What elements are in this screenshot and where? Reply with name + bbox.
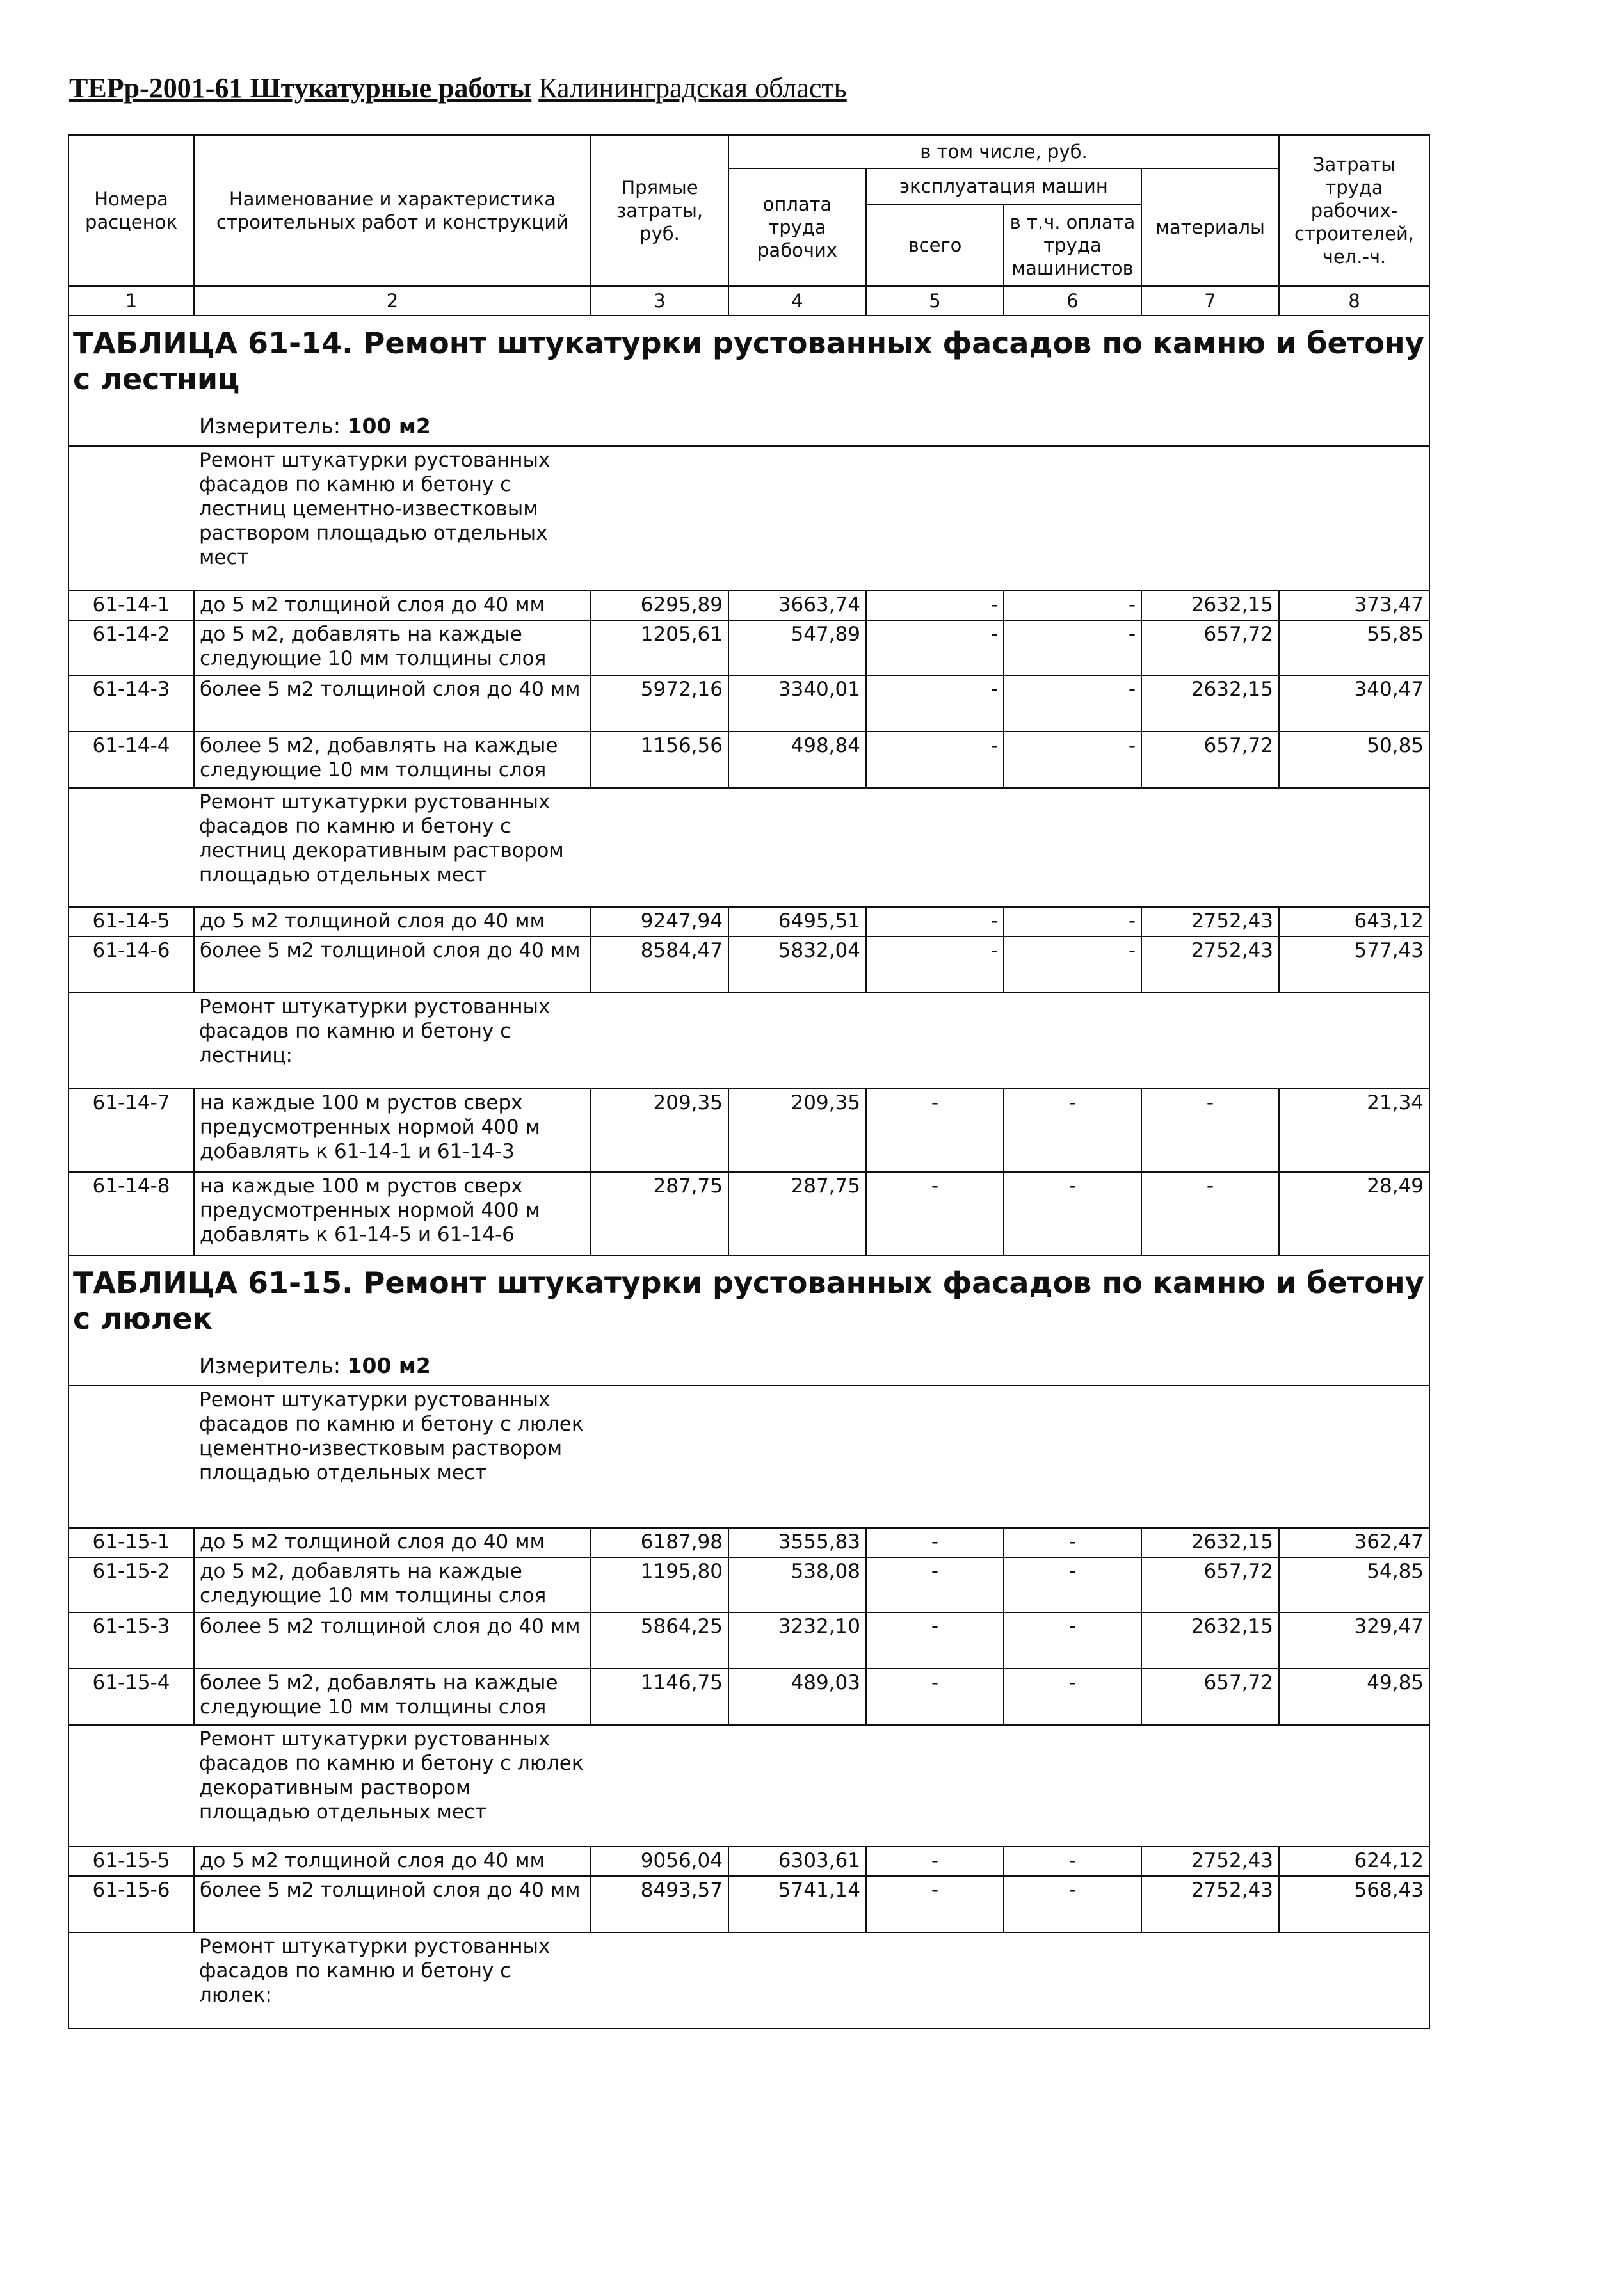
group-heading: Ремонт штукатурки рустованных фасадов по камню и бетону с лестниц: <box>194 993 591 1089</box>
group-heading: Ремонт штукатурки рустованных фасадов по камню и бетону с люлек: <box>194 1932 591 2028</box>
header-num-6: 6 <box>1004 286 1141 316</box>
table-row: 61-15-3 более 5 м2 толщиной слоя до 40 мм 5864,25 3232,10 - - 2632,15 329,47 <box>68 1612 1429 1669</box>
document-title <box>69 72 847 104</box>
header-num-3: 3 <box>591 286 728 316</box>
header-incl: в том числе, руб. <box>728 135 1279 168</box>
header-num-4: 4 <box>728 286 866 316</box>
header-num-8: 8 <box>1279 286 1429 316</box>
table-row: 61-14-1 до 5 м2 толщиной слоя до 40 мм 6295,89 3663,74 - - 2632,15 373,47 <box>68 591 1429 620</box>
table-row: 61-14-3 более 5 м2 толщиной слоя до 40 мм 5972,16 3340,01 - - 2632,15 340,47 <box>68 675 1429 732</box>
meter-value: 100 м2 <box>347 413 431 438</box>
header-col8: Затраты труда рабочих-строителей, чел.-ч. <box>1279 135 1429 286</box>
group-heading: Ремонт штукатурки рустованных фасадов по камню и бетону с люлек декоративным раствором площадью отдельных мест <box>194 1725 591 1847</box>
header-num-5: 5 <box>866 286 1004 316</box>
table-row: 61-15-6 более 5 м2 толщиной слоя до 40 мм 8493,57 5741,14 - - 2752,43 568,43 <box>68 1876 1429 1932</box>
table-61-14-meter <box>194 410 1429 446</box>
header-col6: в т.ч. оплата труда машинистов <box>1004 204 1141 286</box>
header-num-7: 7 <box>1141 286 1279 316</box>
rates-table <box>68 134 1430 2029</box>
table-row: 61-14-4 более 5 м2, добавлять на каждые следующие 10 мм толщины слоя 1156,56 498,84 - - 657,72 50,85 <box>68 732 1429 788</box>
header-col2: Наименование и характеристика строительных работ и конструкций <box>194 135 591 286</box>
table-row: 61-14-6 более 5 м2 толщиной слоя до 40 мм 8584,47 5832,04 - - 2752,43 577,43 <box>68 936 1429 993</box>
header-num-2: 2 <box>194 286 591 316</box>
table-61-15-meter <box>194 1350 1429 1386</box>
header-machines: эксплуатация машин <box>866 168 1141 204</box>
table-row: 61-15-2 до 5 м2, добавлять на каждые следующие 10 мм толщины слоя 1195,80 538,08 - - 657,72 54,85 <box>68 1557 1429 1612</box>
table-row: 61-15-5 до 5 м2 толщиной слоя до 40 мм 9056,04 6303,61 - - 2752,43 624,12 <box>68 1847 1429 1876</box>
header-col7: материалы <box>1141 168 1279 286</box>
group-heading: Ремонт штукатурки рустованных фасадов по камню и бетону с люлек цементно-известковым раствором площадью отдельных мест <box>194 1386 591 1528</box>
meter-value: 100 м2 <box>347 1353 431 1378</box>
table-row: 61-15-1 до 5 м2 толщиной слоя до 40 мм 6187,98 3555,83 - - 2632,15 362,47 <box>68 1528 1429 1557</box>
table-row: 61-14-7 на каждые 100 м рустов сверх предусмотренных нормой 400 м добавлять к 61-14-1 и 61-14-3 209,35 209,35 - - - 21,34 <box>68 1089 1429 1172</box>
table-61-15-title: ТАБЛИЦА 61-15. Ремонт штукатурки рустованных фасадов по камню и бетону с люлек <box>68 1255 1429 1350</box>
meter-label: Измеритель: <box>199 413 348 438</box>
header-col1: Номера расценок <box>68 135 194 286</box>
table-row: 61-15-4 более 5 м2, добавлять на каждые следующие 10 мм толщины слоя 1146,75 489,03 - - 657,72 49,85 <box>68 1669 1429 1725</box>
table-61-14-title: ТАБЛИЦА 61-14. Ремонт штукатурки рустованных фасадов по камню и бетону с лестниц <box>68 316 1429 410</box>
table-row: 61-14-2 до 5 м2, добавлять на каждые следующие 10 мм толщины слоя 1205,61 547,89 - - 657,72 55,85 <box>68 620 1429 675</box>
header-col5: всего <box>866 204 1004 286</box>
group-heading: Ремонт штукатурки рустованных фасадов по камню и бетону с лестниц цементно-известковым раствором площадью отдельных мест <box>194 446 591 591</box>
header-col4: оплата труда рабочих <box>728 168 866 286</box>
table-row: 61-14-5 до 5 м2 толщиной слоя до 40 мм 9247,94 6495,51 - - 2752,43 643,12 <box>68 907 1429 936</box>
document-title-region: Калининградская область <box>538 72 847 104</box>
header-col3: Прямые затраты, руб. <box>591 135 728 286</box>
document-title-code: ТЕРр-2001-61 Штукатурные работы <box>69 72 532 104</box>
group-heading: Ремонт штукатурки рустованных фасадов по камню и бетону с лестниц декоративным раствором площадью отдельных мест <box>194 788 591 907</box>
table-row: 61-14-8 на каждые 100 м рустов сверх предусмотренных нормой 400 м добавлять к 61-14-5 и 61-14-6 287,75 287,75 - - - 28,49 <box>68 1172 1429 1255</box>
header-num-1: 1 <box>68 286 194 316</box>
meter-label: Измеритель: <box>199 1353 348 1378</box>
